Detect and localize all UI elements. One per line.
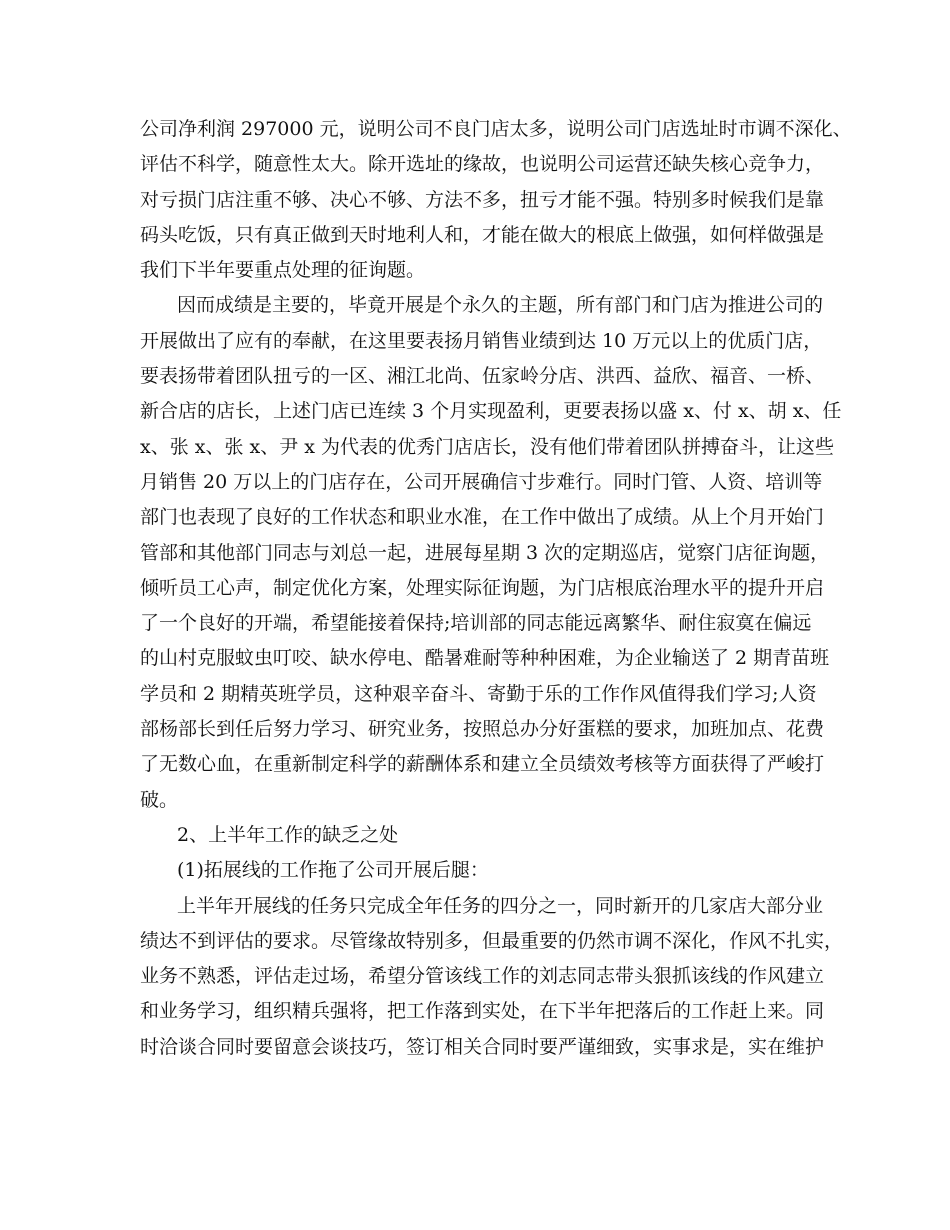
text-line: 部门也表现了良好的工作状态和职业水准，在工作中做出了成绩。从上个月开始门 (140, 506, 825, 529)
text-line: 破。 (140, 788, 179, 811)
text-line: 了一个良好的开端，希望能接着保持;培训部的同志能远离繁华、耐住寂寞在偏远 (140, 612, 812, 635)
text-line: 开展做出了应有的奉献，在这里要表扬月销售业绩到达 10 万元以上的优质门店， (140, 329, 823, 352)
text-line: 月销售 20 万以上的门店存在，公司开展确信寸步难行。同时门管、人资、培训等 (140, 470, 823, 493)
text-line: 时洽谈合同时要留意会谈技巧，签订相关合同时要严谨细致，实事求是，实在维护 (140, 1035, 825, 1058)
text-line: 倾听员工心声，制定优化方案，处理实际征询题，为门店根底治理水平的提升开启 (140, 576, 825, 599)
text-line: 管部和其他部门同志与刘总一起，进展每星期 3 次的定期巡店，觉察门店征询题， (140, 541, 830, 564)
text-line: 和业务学习，组织精兵强将，把工作落到实处，在下半年把落后的工作赶上来。同 (140, 1000, 825, 1023)
text-line: 部杨部长到任后努力学习、研究业务，按照总办分好蛋糕的要求，加班加点、花费 (140, 718, 825, 741)
subsection-heading: (1)拓展线的工作拖了公司开展后腿： (177, 859, 489, 882)
text-line: 因而成绩是主要的，毕竟开展是个永久的主题，所有部门和门店为推进公司的 (177, 294, 824, 317)
section-heading: 2、上半年工作的缺乏之处 (177, 823, 399, 846)
text-line: x、张 x、张 x、尹 x 为代表的优秀门店店长，没有他们带着团队拼搏奋斗，让这些 (140, 435, 835, 458)
text-line: 我们下半年要重点处理的征询题。 (140, 259, 426, 282)
text-line: 码头吃饭，只有真正做到天时地利人和，才能在做大的根底上做强，如何样做强是 (140, 223, 825, 246)
text-line: 要表扬带着团队扭亏的一区、湘江北尚、伍家岭分店、洪西、益欣、福音、一桥、 (140, 365, 825, 388)
text-line: 业务不熟悉，评估走过场，希望分管该线工作的刘志同志带头狠抓该线的作风建立 (140, 965, 825, 988)
text-line: 公司净利润 297000 元，说明公司不良门店太多，说明公司门店选址时市调不深化、 (140, 118, 852, 140)
body-text (140, 112, 852, 1065)
text-line: 的山村克服蚊虫叮咬、缺水停电、酷暑难耐等种种困难，为企业输送了 2 期青苗班 (140, 647, 830, 670)
text-line: 了无数心血，在重新制定科学的薪酬体系和建立全员绩效考核等方面获得了严峻打 (140, 753, 825, 776)
text-line: 绩达不到评估的要求。尽管缘故特别多，但最重要的仍然市调不深化，作风不扎实， (140, 929, 844, 952)
text-line: 学员和 2 期精英班学员，这种艰辛奋斗、寄勤于乐的工作作风值得我们学习;人资 (140, 682, 817, 705)
text-line: 对亏损门店注重不够、决心不够、方法不多，扭亏才能不强。特别多时候我们是靠 (140, 188, 825, 211)
text-line: 新合店的店长，上述门店已连续 3 个月实现盈利，更要表扬以盛 x、付 x、胡 x、任 (140, 400, 842, 423)
text-line: 上半年开展线的任务只完成全年任务的四分之一，同时新开的几家店大部分业 (177, 894, 824, 917)
text-line: 评估不科学，随意性太大。除开选址的缘故，也说明公司运营还缺失核心竞争力， (140, 153, 825, 176)
